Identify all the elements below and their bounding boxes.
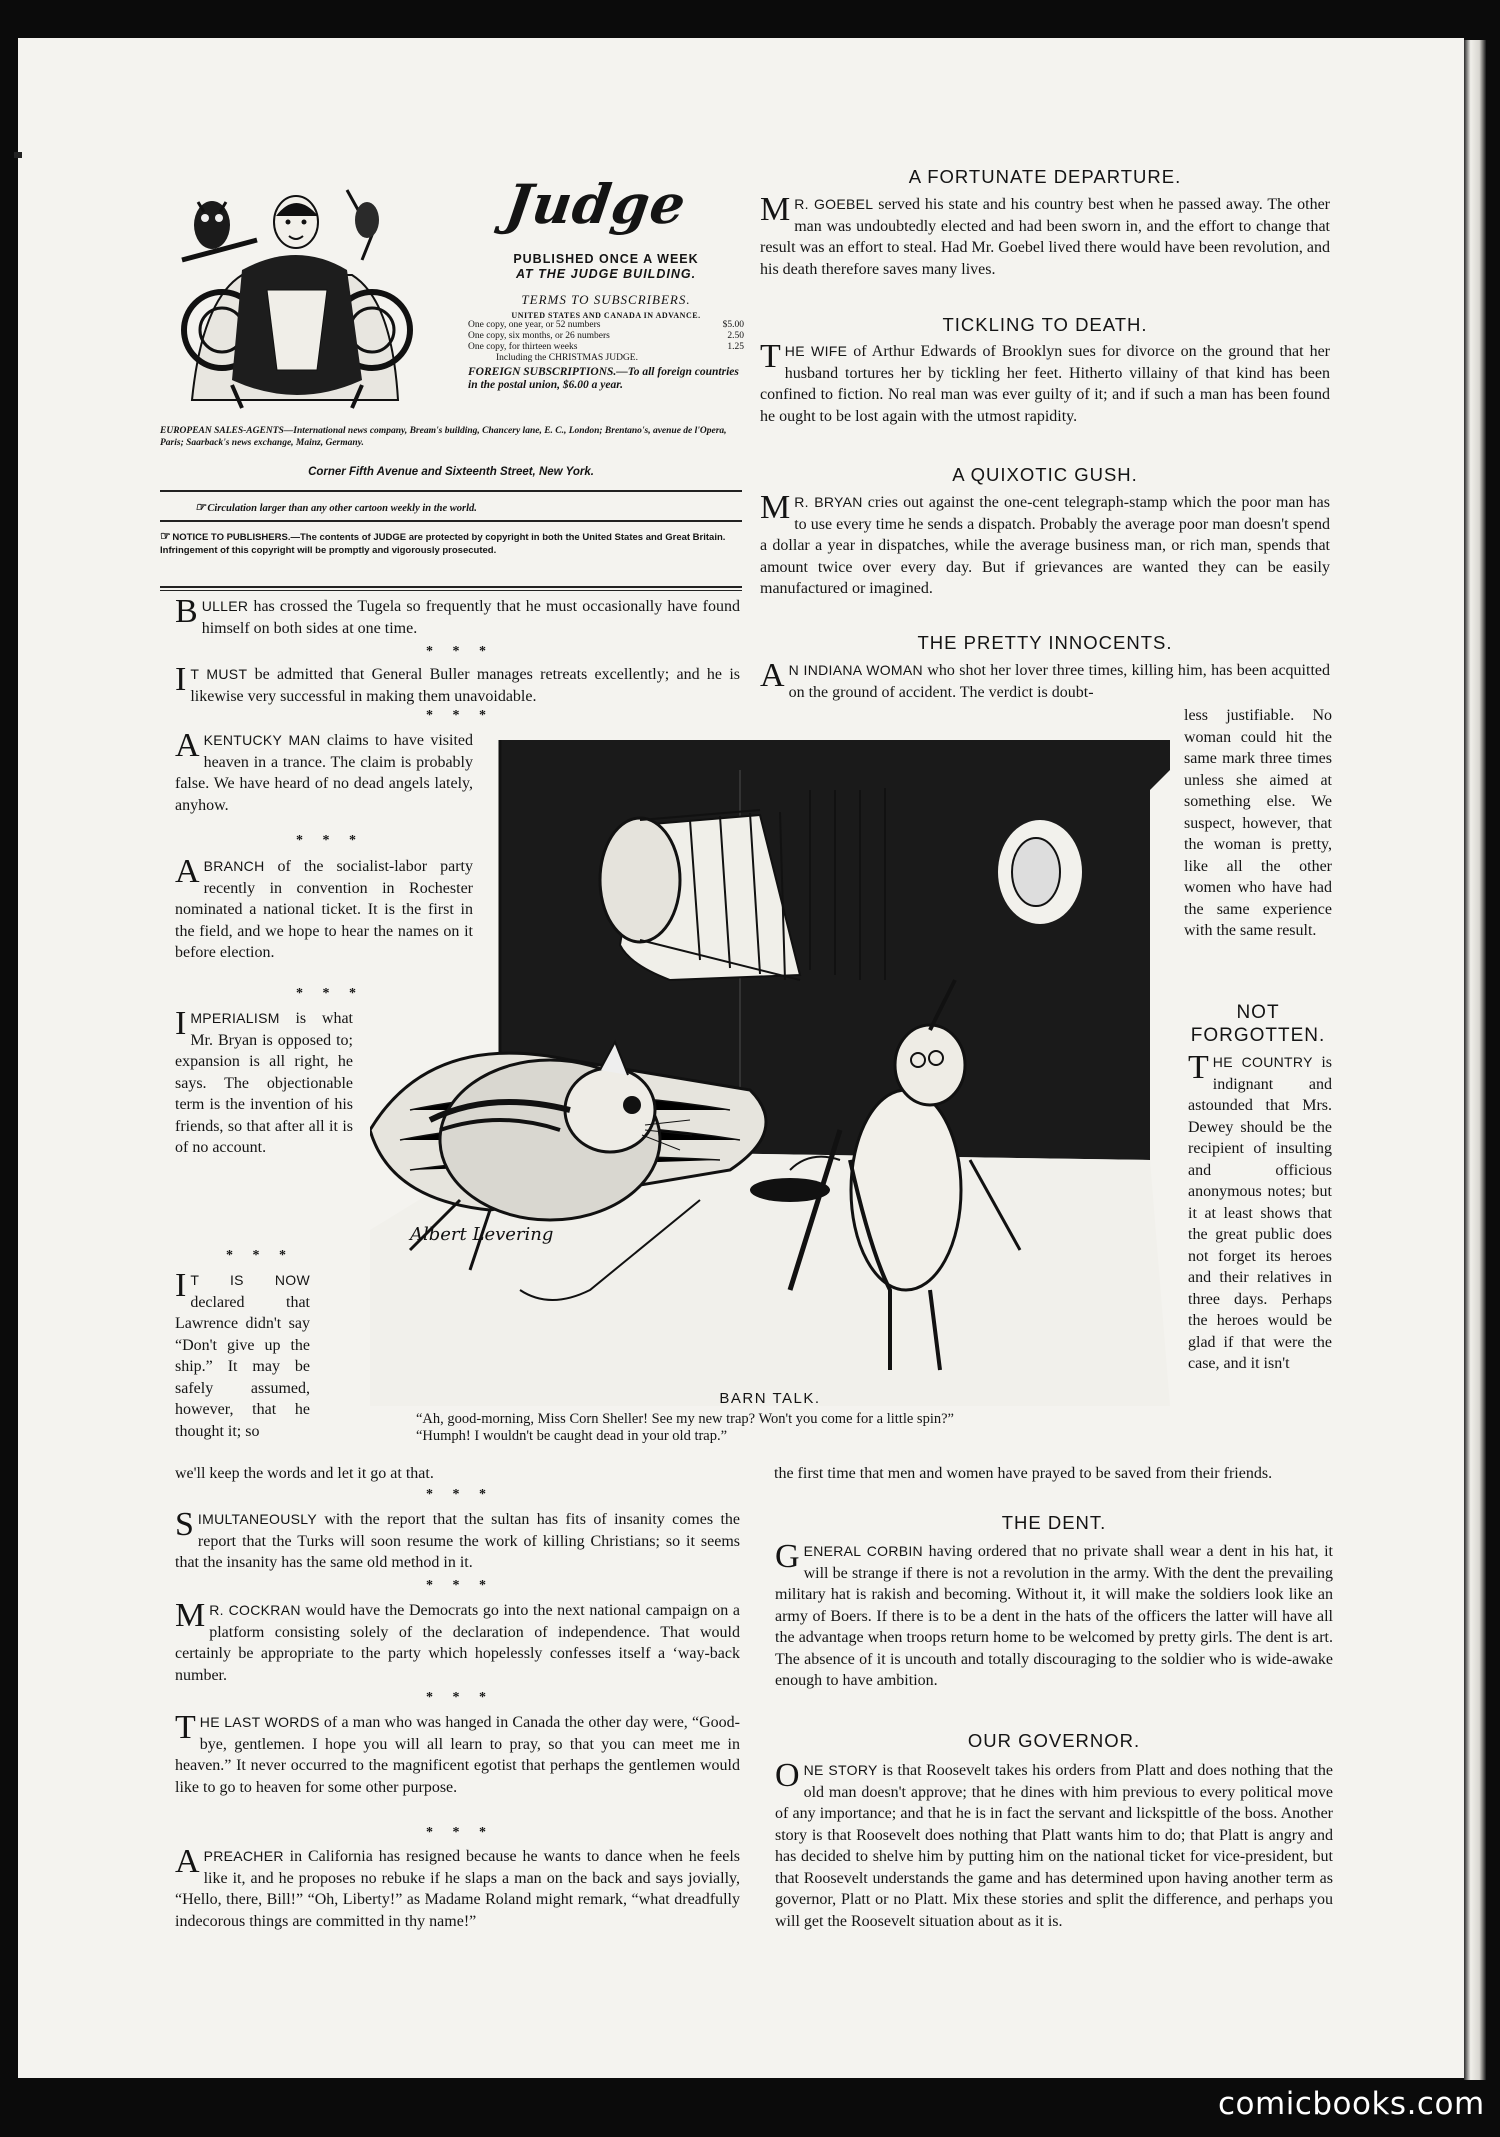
heading-forgotten: FORGOTTEN. [1190,1025,1326,1046]
publication-info [468,252,744,392]
watermark: comicbooks.com [1218,2086,1485,2122]
heading-not: NOT [1236,1002,1280,1023]
price-row [468,342,744,353]
heading-fortunate-departure: A FORTUNATE DEPARTURE. [908,166,1182,187]
price-value: 1.25 [727,342,744,352]
judge-logo: Judge [501,172,691,236]
pointing-hand-icon: ☞ [195,500,205,514]
paragraph-branch: A BRANCH of the socialist-labor party recently in convention in Rochester nominated a national ticket. It is the first in the field, and we hope to hear the names on it before election. [175,853,473,961]
paragraph-lawrence-end: we'll keep the words and let it go at that. [175,1465,434,1482]
paragraph-kentucky: A KENTUCKY MAN claims to have visited heaven in a trance. The claim is probably false. We have heard of no dead angels lately, anyhow. [175,727,473,814]
building-line: AT THE JUDGE BUILDING. [515,267,697,281]
heading-quixotic-gush: A QUIXOTIC GUSH. [952,464,1138,485]
caption-line-1: “Ah, good-morning, Miss Corn Sheller! See my new trap? Won't you come for a little spin?” [416,1411,954,1427]
heading-pretty-innocents: THE PRETTY INNOCENTS. [917,632,1173,653]
paragraph-buller-2: I T MUST be admitted that General Buller manages retreats excellently; and he is likewise very successful in making them unavoidable. [175,661,740,705]
price-row [468,331,744,342]
price-note: Including the CHRISTMAS JUDGE. [496,353,638,363]
paragraph-buller-1: BULLER has crossed the Tugela so frequently that he must occasionally have found himself on both sides at one time. [175,593,740,637]
price-list [468,320,744,353]
artist-signature: Albert Levering [410,1224,554,1245]
heading-our-governor: OUR GOVERNOR. [967,1730,1141,1751]
illustration-caption [416,1411,1136,1445]
terms-subtitle: UNITED STATES AND CANADA IN ADVANCE. [511,311,701,320]
price-row [468,320,744,331]
paragraph-governor: ONE STORY is that Roosevelt takes his orders from Platt and does nothing that the old man doesn't approve; that he dines with him previous to every political move of any importance; and that he is in fact the servant and lickspittle of the boss. Another story is that Roosevelt does nothing that Platt wants him to do; that Platt is angry and has decided to shelve him by putting him on the national ticket for vice-president, but that Roosevelt understands the game and has determined upon having another term as governor, Platt or no Platt. Mix these stories and split the difference, and perhaps you will get the Roosevelt situation about as it is. [775,1757,1334,1930]
divider-rule [160,520,742,522]
price-label: One copy, one year, or 52 numbers [468,320,601,330]
section-stars: * * * [426,1690,494,1705]
section-stars: * * * [426,1487,494,1502]
caption-line-2: “Humph! I wouldn't be caught dead in your old trap.” [416,1428,728,1444]
circulation-note: ☞ Circulation larger than any other cartoon weekly in the world. [195,500,477,514]
paragraph-tickling: THE WIFE of Arthur Edwards of Brooklyn sues for divorce on the ground that her husband tortures her by tickling her feet. Hitherto villainy of that kind has been confined to fiction. No real man was ever guilty of it; and if such a man has been found he ought to be lost again with the utmost rapidity. [760,338,1330,425]
section-stars: * * * [426,1825,494,1840]
divider-rule [160,586,742,588]
section-stars: * * * [426,1578,494,1593]
office-address: Corner Fifth Avenue and Sixteenth Street, New York. [308,466,594,478]
foreign-subscriptions: FOREIGN SUBSCRIPTIONS.—To all foreign countries in the postal union, $6.00 a year. [468,366,739,391]
heading-the-dent: THE DENT. [1001,1512,1107,1533]
terms-title: TERMS TO SUBSCRIBERS. [521,292,691,307]
paragraph-indiana: A N INDIANA WOMAN who shot her lover three times, killing him, has been acquitted on the ground of accident. The verdict is doubt- [760,657,1330,701]
pointing-hand-icon: ☞ [160,529,170,543]
scan-mark [14,152,22,158]
paragraph-dent: GENERAL CORBIN having ordered that no private shall wear a dent in his hat, it will be strange if there is not a revolution in the army. With the dent the prevailing military hat is rakish and becoming. Without it, it will make the soldiers look like an army of Boers. If there is to be a dent in the hats of the officers the latter will have all the advantage when troops return home to be welcomed by pretty girls. The dent is art. The absence of it is uncouth and totally discouraging to the soldier who is wide-awake enough to have ambition. [775,1538,1334,1689]
price-value: 2.50 [727,331,744,341]
section-stars: * * * [296,986,364,1001]
barn-talk-illustration [370,730,1170,1406]
section-stars: * * * [426,708,494,723]
paragraph-preacher: A PREACHER in California has resigned because he wants to dance when he feels like it, and he proposes no rebuke if he slaps a man on the back and says jovially, “Hello, there, Bill!” “Oh, Liberty!” as Madame Roland might remark, “what dreadfully indecorous things are committed in thy name!” [175,1843,740,1930]
paragraph-dewey: THE COUNTRY is indignant and astounded that Mrs. Dewey should be the recipient of insulting and officious anonymous notes; but it at least shows that the great public does not forget its heroes and their relatives in three days. Perhaps the heroes would be glad if that were the case, and it isn't [1188,1049,1333,1372]
heading-tickling-to-death: TICKLING TO DEATH. [942,314,1148,335]
paragraph-dewey-end: the first time that men and women have prayed to be saved from their friends. [774,1465,1273,1482]
notice-to-publishers: ☞ NOTICE TO PUBLISHERS.—The contents of JUDGE are protected by copyright in both the United States and Great Britain. Infringement of this copyright will be promptly and vigorously prosecuted. [160,529,726,556]
paragraph-imperialism: IMPERIALISM is what Mr. Bryan is opposed to; expansion is all right, he says. The objectionable term is the invention of his friends, so that after all it is of no account. [175,1005,353,1156]
published-line: PUBLISHED ONCE A WEEK [513,252,699,266]
paragraph-goebel: M R. GOEBEL served his state and his country best when he passed away. The other man was undoubtedly elected and had been sworn in, and the effort to change that result was an effort to steal. Had Mr. Goebel lived there would have been revolution, and his death therefore saves many lives. [760,191,1331,278]
european-agents: EUROPEAN SALES-AGENTS—International news company, Bream's building, Chancery lane, E. C., London; Brentano's, avenue de l'Opera, Paris; Saarback's news exchange, Mainz, Germany. [160,426,727,448]
divider-rule [160,590,742,591]
paragraph-bryan: M R. BRYAN cries out against the one-cent telegraph-stamp which the poor man has to use every time he sends a dispatch. Probably the average poor man doesn't spend a dollar a year in dispatches, while the average business man, or rich man, spends that amount twice over every day. But if grievances are wanted they can be easily manufactured or imagined. [760,489,1331,597]
paragraph-lawrence: I T IS NOW declared that Lawrence didn't say “Don't give up the ship.” It may be safely assumed, however, that he thought it; so [175,1267,310,1440]
price-value: $5.00 [722,320,744,330]
judge-mascot-illustration [172,180,418,412]
paragraph-indiana-cont: less justifiable. No woman could hit the same mark three times unless she aimed at something else. We suspect, however, that the woman is pretty, like all the other women who have had the same experience with the same result. [1184,707,1332,939]
price-label: One copy, six months, or 26 numbers [468,331,610,341]
next-page-edge [1464,40,1486,2080]
section-stars: * * * [296,833,364,848]
section-stars: * * * [226,1248,294,1263]
paragraph-cockran: M R. COCKRAN would have the Democrats go into the next national campaign on a platform consisting solely of the declaration of independence. That would certainly be appropriate to the party which hopelessly confesses itself a ‘way-back number. [175,1597,740,1684]
caption-title: BARN TALK. [719,1390,821,1407]
section-stars: * * * [426,644,494,659]
divider-rule [160,490,742,492]
price-label: One copy, for thirteen weeks [468,342,578,352]
paragraph-last-words: THE LAST WORDS of a man who was hanged in Canada the other day were, “Good-bye, gentlemen. I hope you will all learn to pray, so that you can meet me in heaven.” It never occurred to the magnificent egotist that perhaps the gentlemen would like to go to heaven for some other purpose. [175,1709,740,1796]
paragraph-sultan: SIMULTANEOUSLY with the report that the sultan has fits of insanity comes the report that the Turks will soon resume the work of killing Christians; so it seems that the insanity has the same old method in it. [175,1506,740,1571]
